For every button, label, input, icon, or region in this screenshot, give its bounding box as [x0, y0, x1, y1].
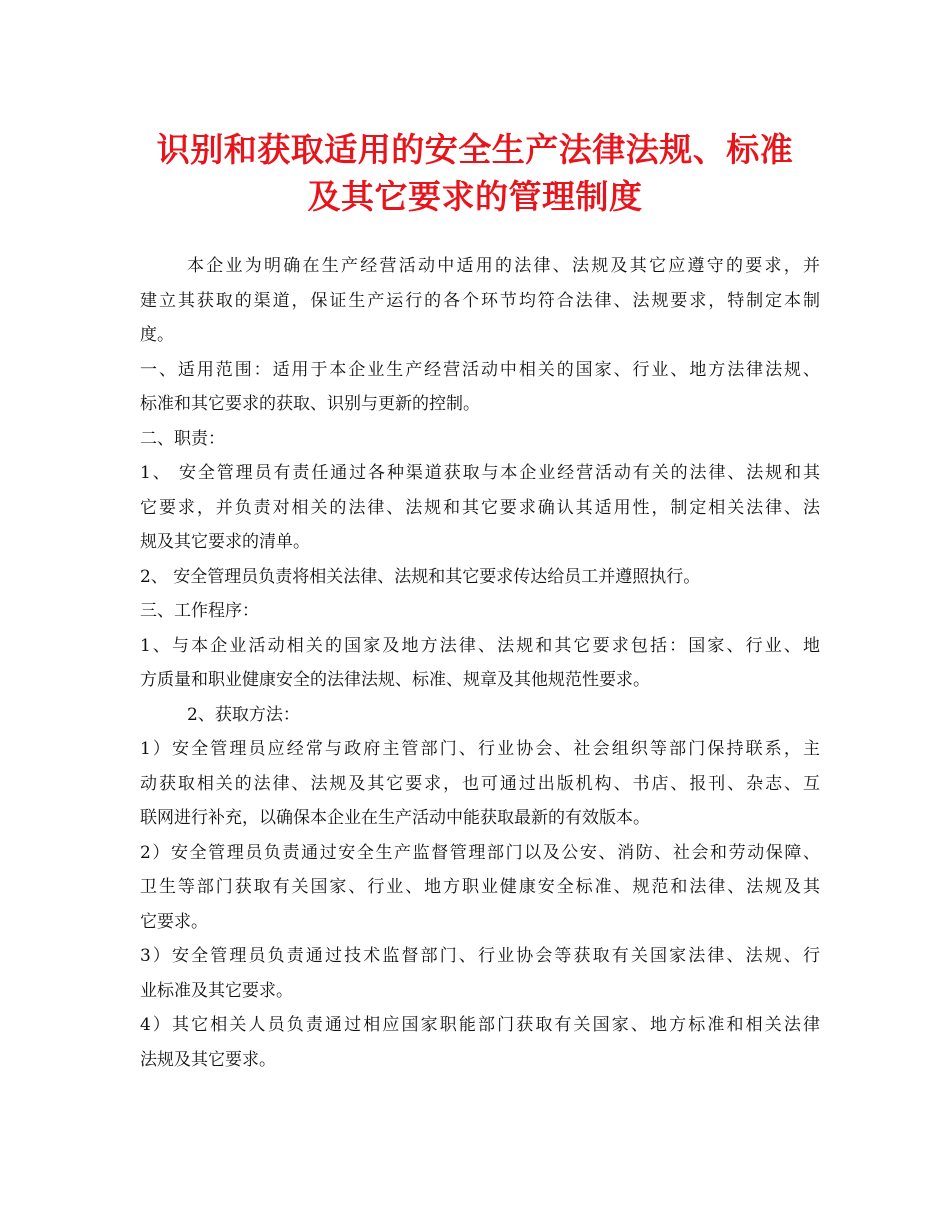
list-item-line: 1、 安全管理员有责任通过各种渠道获取与本企业经营活动有关的法律、法规和其 [140, 463, 820, 483]
section-heading-duties: 二、职责： [140, 428, 225, 449]
list-item-line: 它要求，并负责对相关的法律、法规和其它要求确认其适用性，制定相关法律、法 [140, 497, 820, 518]
list-item-line: 业标准及其它要求。 [140, 980, 293, 1001]
list-item-line: 它要求。 [140, 911, 208, 932]
document-body [140, 249, 820, 1077]
paragraph-line: 本企业为明确在生产经营活动中适用的法律、法规及其它应遵守的要求，并 [187, 256, 820, 276]
paragraph-line: 度。 [140, 325, 174, 345]
list-item-line: 1、与本企业活动相关的国家及地方法律、法规和其它要求包括：国家、行业、地 [140, 635, 820, 656]
paragraph-line: 标准和其它要求的获取、识别与更新的控制。 [140, 394, 480, 414]
paragraph-line: 建立其获取的渠道，保证生产运行的各个环节均符合法律、法规要求，特制定本制 [140, 290, 820, 311]
document-title-line-2: 及其它要求的管理制度 [307, 177, 643, 216]
section-heading-procedure: 三、工作程序： [140, 601, 259, 621]
subheading-methods: 2、获取方法： [187, 704, 300, 725]
list-item-line: 规及其它要求的清单。 [140, 532, 310, 552]
list-item-line: 动获取相关的法律、法规及其它要求，也可通过出版机构、书店、报刊、杂志、互 [140, 773, 820, 794]
list-item-line: 4）其它相关人员负责通过相应国家职能部门获取有关国家、地方标准和相关法律 [140, 1015, 820, 1035]
list-item-line: 方质量和职业健康安全的法律法规、标准、规章及其他规范性要求。 [140, 670, 650, 690]
list-item-line: 法规及其它要求。 [140, 1049, 276, 1070]
document-title-line-1: 识别和获取适用的安全生产法律法规、标准 [156, 130, 794, 169]
list-item-line: 3）安全管理员负责通过技术监督部门、行业协会等获取有关国家法律、法规、行 [140, 946, 820, 966]
list-item-line: 联网进行补充，以确保本企业在生产活动中能获取最新的有效版本。 [140, 808, 650, 828]
list-item-line: 卫生等部门获取有关国家、行业、地方职业健康安全标准、规范和法律、法规及其 [140, 877, 820, 897]
list-item-line: 2、 安全管理员负责将相关法律、法规和其它要求传达给员工并遵照执行。 [140, 566, 701, 587]
list-item-line: 2）安全管理员负责通过安全生产监督管理部门以及公安、消防、社会和劳动保障、 [140, 842, 820, 863]
list-item-line: 1）安全管理员应经常与政府主管部门、行业协会、社会组织等部门保持联系，主 [140, 739, 820, 759]
section-heading-scope: 一、适用范围：适用于本企业生产经营活动中相关的国家、行业、地方法律法规、 [140, 359, 820, 380]
